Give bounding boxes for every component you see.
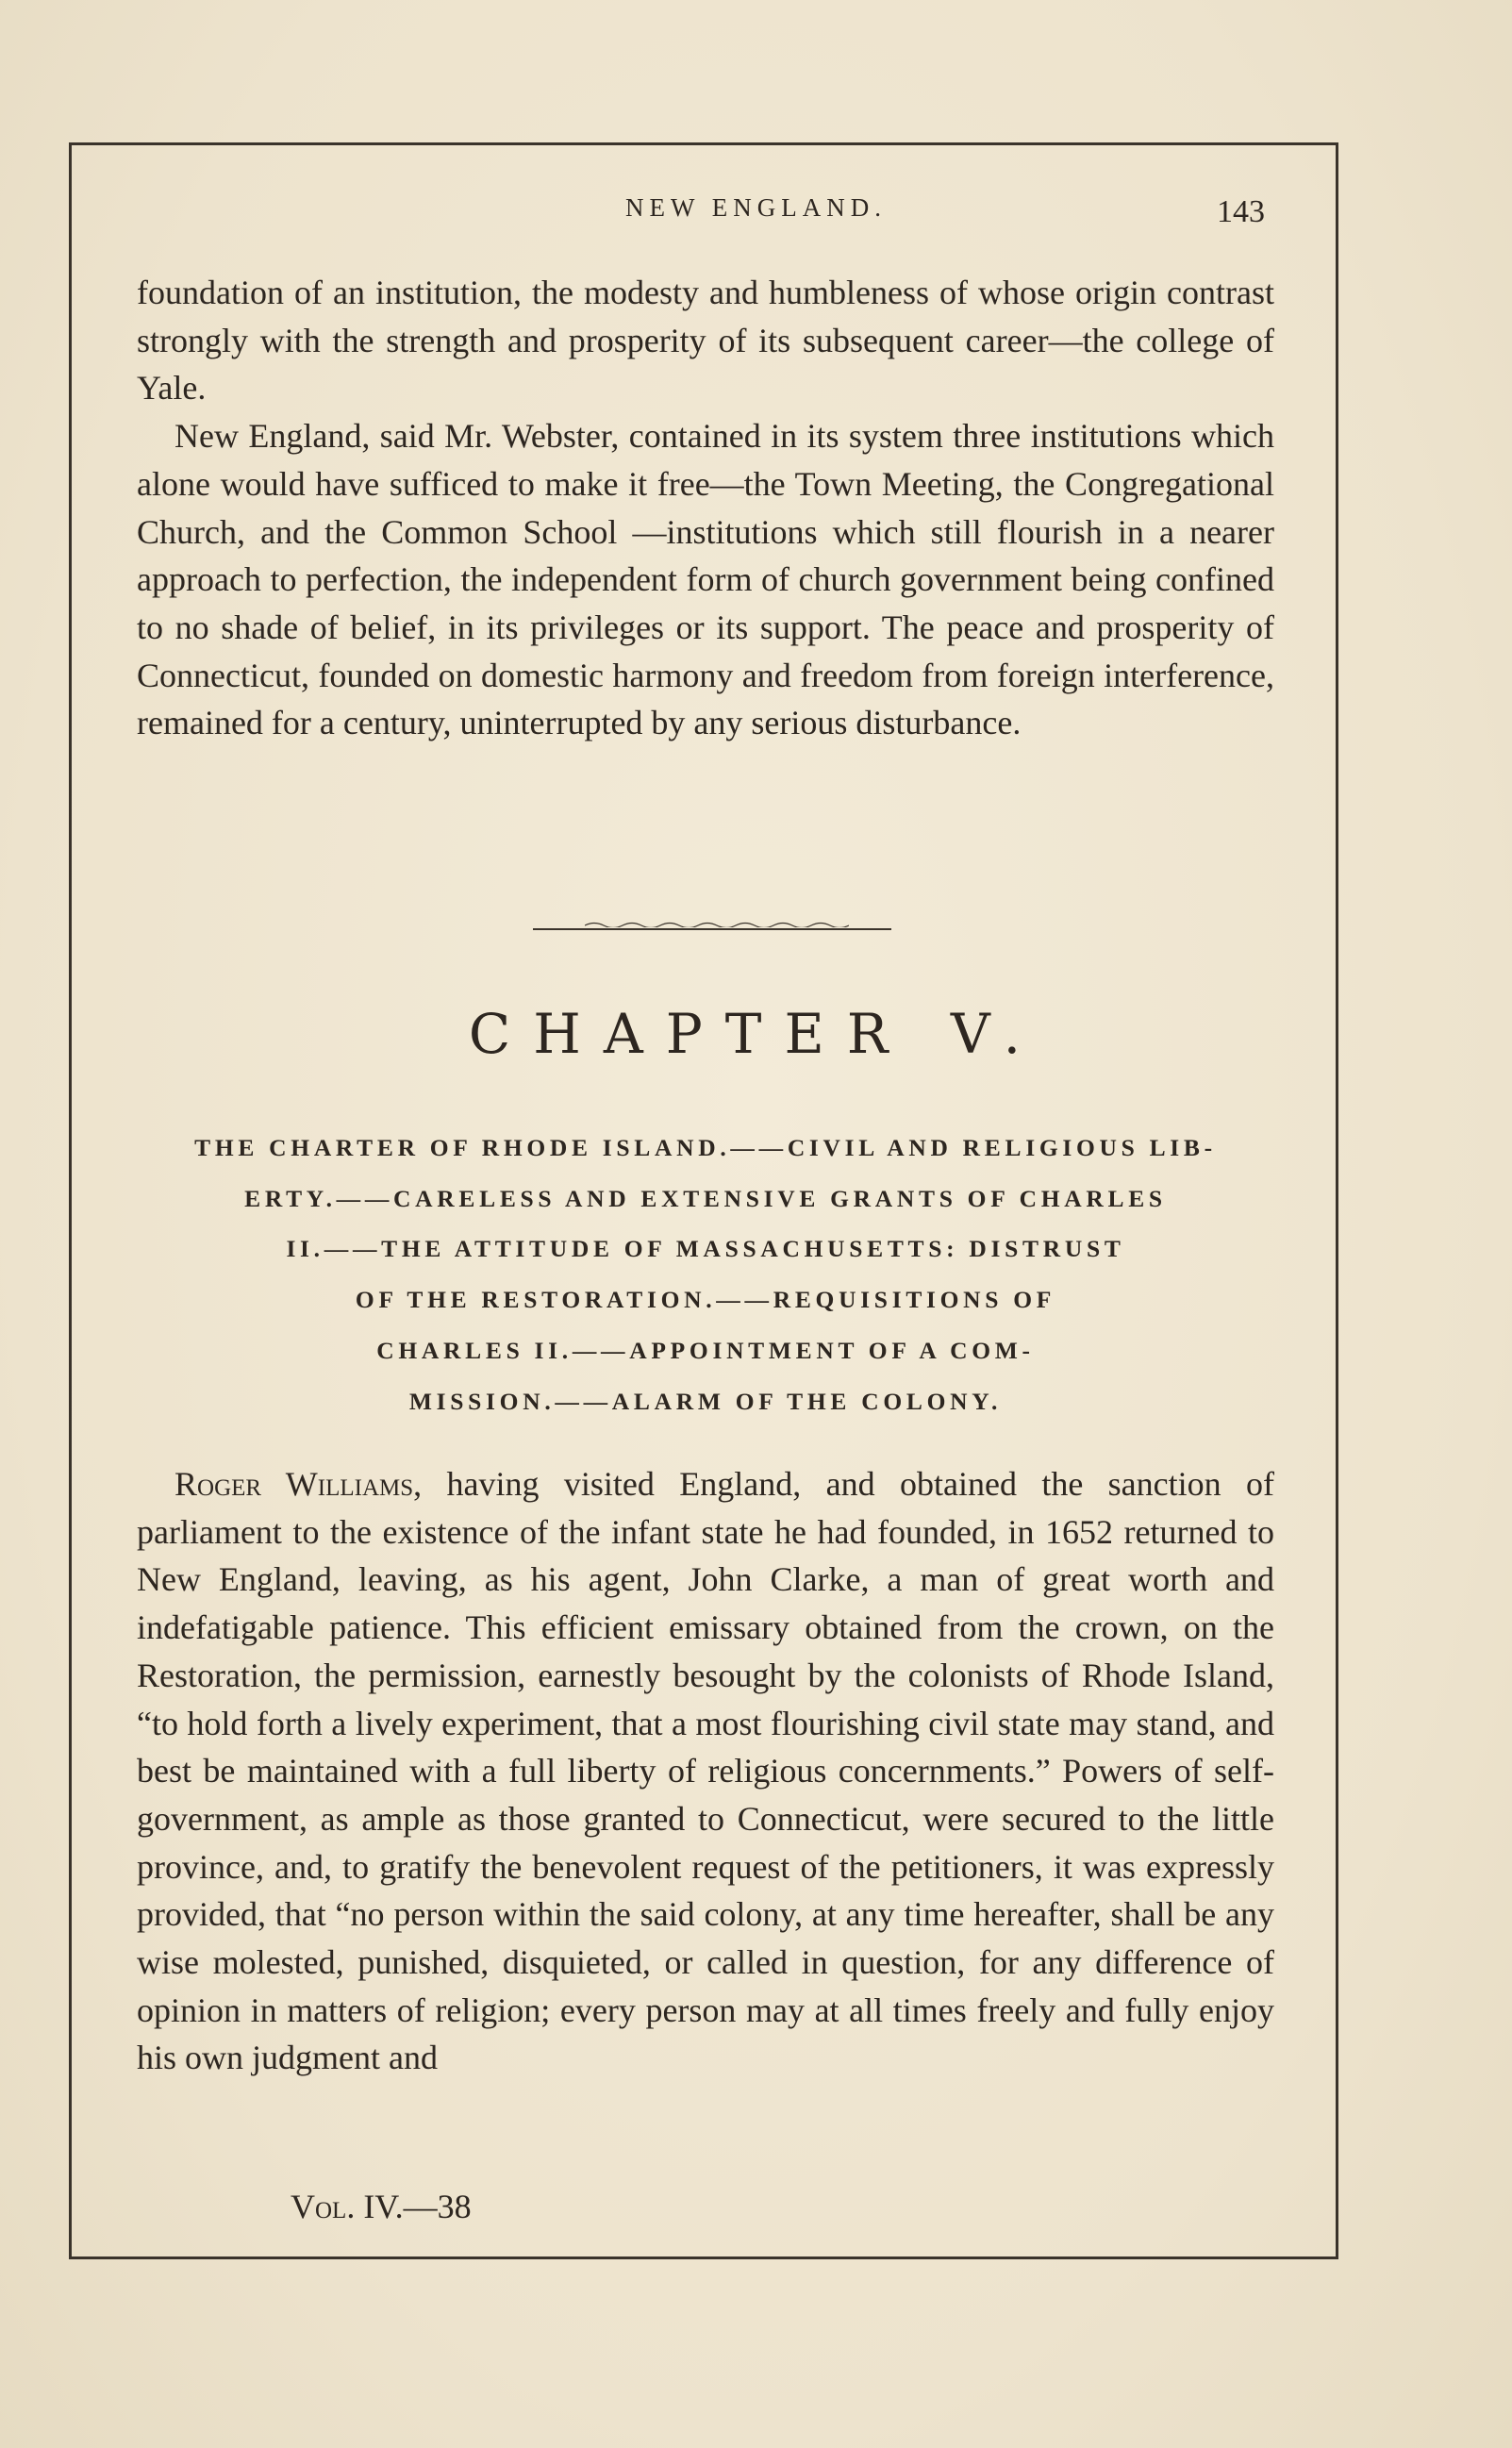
synopsis-line: II.——THE ATTITUDE OF MASSACHUSETTS: DISTRUST [286, 1235, 1125, 1263]
section-divider [533, 928, 891, 930]
chapter-heading: CHAPTER V. [468, 1002, 1044, 1066]
page-number: 143 [1217, 194, 1265, 229]
chapter-body [137, 1460, 1274, 2082]
running-title: NEW ENGLAND. [625, 193, 887, 222]
chapter-paragraph-text: having visited England, and obtained the sanction of parliament to the existence of the infant state he had founded, in 1652 returned to New England, leaving, as his agent, John Clarke, a man of great worth and indefatigable patience. This efficient emissary obtained from the crown, on the Restoration, the permission, earnestly besought by the colonists of Rhode Island, “to hold forth a lively experiment, that a most flourishing civil state may stand, and best be maintained with a full liberty of religious concernments.” Powers of self-government, as ample as those granted to Connecticut, were secured to the little province, and, to gratify the benevolent request of the petitioners, it was expressly provided, that “no person within the said colony, at any time hereafter, shall be any wise molested, punished, disquieted, or called in question, for any difference of opinion in matters of religion; every person may at all times freely and fully enjoy his own judgment and [137, 1465, 1275, 2077]
chapter-synopsis [137, 1123, 1274, 1426]
intro-text [137, 269, 1274, 747]
synopsis-line: OF THE RESTORATION.——REQUISITIONS OF [355, 1286, 1056, 1314]
section-divider-ornament [585, 920, 849, 927]
synopsis-line: CHARLES II.——APPOINTMENT OF A COM- [376, 1336, 1035, 1364]
synopsis-line: ERTY.——CARELESS AND EXTENSIVE GRANTS OF CHARLES [244, 1184, 1167, 1212]
synopsis-line: THE CHARTER OF RHODE ISLAND.——CIVIL AND RELIGIOUS LIB- [194, 1134, 1217, 1161]
chapter-paragraph [137, 1460, 1274, 2082]
intro-paragraph-1: foundation of an institution, the modesty and humbleness of whose origin contrast strongly with the strength and prosperity of its subsequent career—the college of Yale. [137, 274, 1274, 408]
lead-words: Roger Williams, [174, 1465, 423, 1503]
intro-paragraph-2: New England, said Mr. Webster, contained in its system three institutions which alone would have sufficed to make it free—the Town Meeting, the Congregational Church, and the Common School —institutions which still flourish in a nearer approach to perfection, the independent form of church government being confined to no shade of belief, in its privileges or its support. The peace and prosperity of Connecticut, founded on domestic harmony and freedom from foreign interference, remained for a century, uninterrupted by any serious disturbance. [137, 417, 1274, 742]
volume-signature: Vol. IV.—38 [291, 2188, 472, 2225]
synopsis-line: MISSION.——ALARM OF THE COLONY. [408, 1387, 1003, 1415]
